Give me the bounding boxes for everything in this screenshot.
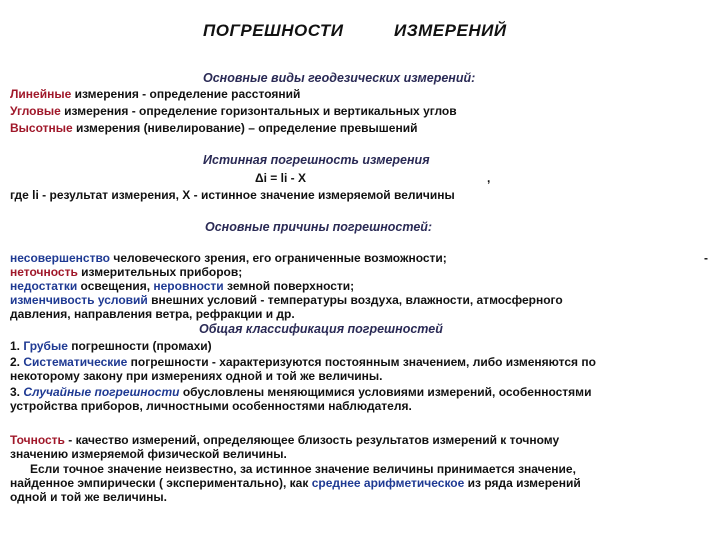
cause-line-5: давления, направления ветра, рефракции и др. [10,307,295,321]
term-linear: Линейные [10,87,72,101]
line-text: погрешности (промахи) [67,339,212,353]
item-number: 1. [10,339,24,353]
line-text: человеческого зрения, его ограниченные возможности; [110,251,447,265]
cause-line-1-dash: - [704,251,708,265]
line-text: земной поверхности; [223,279,355,293]
line-text: из ряда измерений [464,476,581,490]
line-text: найденное эмпирически ( экспериментально), как [10,476,312,490]
term-arithmetic-mean: среднее арифметическое [311,476,465,490]
accuracy-line-5: одной и той же величины. [10,490,167,504]
formula-definition: где li - результат измерения, X - истинное значение измеряемой величины [10,188,455,202]
accuracy-line-1 [10,433,559,448]
term-inaccuracy: неточность [10,265,78,279]
class-item-2 [10,355,596,370]
line-text: освещения, [77,279,154,293]
formula-comma: , [487,171,491,185]
accuracy-line-3: Если точное значение неизвестно, за истинное значение величины принимается значение, [10,462,576,476]
term-height: Высотные [10,121,73,135]
item-number: 2. [10,355,24,369]
term-unevenness: неровности [153,279,224,293]
term-random: Случайные погрешности [23,385,180,399]
classification-heading: Общая классификация погрешностей [199,322,443,336]
line-text: - качество измерений, определяющее близость результатов измерений к точному [64,433,560,447]
term-accuracy: Точность [10,433,65,447]
section3-heading: Основные причины погрешностей: [205,220,433,234]
cause-line-2 [10,265,242,280]
accuracy-line-2: значению измеряемой физической величины. [10,447,287,461]
section1-line-1 [10,87,300,102]
line-text: измерения - определение расстояний [71,87,301,101]
term-gross: Грубые [23,339,68,353]
page-title-part2: ИЗМЕРЕНИЙ [394,21,507,40]
term-imperfection: несовершенство [10,251,111,265]
term-systematic: Систематические [23,355,128,369]
line-text: обусловлены меняющимися условиями измерений, особенностями [179,385,592,399]
section2-heading: Истинная погрешность измерения [203,153,430,167]
page-title-part1: ПОГРЕШНОСТИ [203,21,344,40]
class-item-2-cont: некоторому закону при измерениях одной и той же величины. [10,369,383,383]
section1-line-3 [10,121,417,136]
line-text: измерительных приборов; [77,265,243,279]
line-text: измерения - определение горизонтальных и вертикальных углов [60,104,457,118]
item-number: 3. [10,385,24,399]
class-item-1 [10,339,212,354]
line-text: измерения (нивелирование) – определение превышений [72,121,418,135]
term-angular: Угловые [10,104,61,118]
section1-heading: Основные виды геодезических измерений: [203,71,476,85]
cause-line-4 [10,293,563,308]
section1-line-2 [10,104,457,119]
term-variability: изменчивость условий [10,293,148,307]
term-deficiencies: недостатки [10,279,78,293]
cause-line-1 [10,251,447,266]
line-text: погрешности - характеризуются постоянным значением, либо изменяются по [127,355,596,369]
cause-line-3 [10,279,354,294]
class-item-3-cont: устройства приборов, личностными особенностями наблюдателя. [10,399,412,413]
error-formula: Δi = li - X [255,171,306,185]
accuracy-line-4 [10,476,581,491]
line-text: внешних условий - температуры воздуха, влажности, атмосферного [147,293,563,307]
class-item-3 [10,385,591,400]
